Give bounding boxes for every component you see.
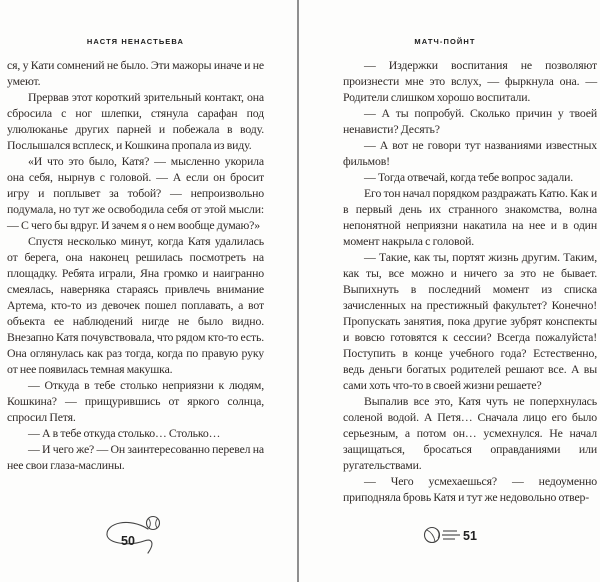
left-running-header: НАСТЯ НЕНАСТЬЕВА: [86, 37, 185, 46]
paragraph: ся, у Кати сомнений не было. Эти мажоры иначе и не умеют.: [7, 58, 264, 88]
spine-divider: [297, 0, 299, 582]
right-page-text: [343, 57, 597, 505]
paragraph: — А вот не говори тут названиями известных фильмов!: [343, 138, 597, 168]
right-running-header: МАТЧ-ПОЙНТ: [414, 37, 476, 46]
paragraph: — Откуда в тебе столько неприязни к людям, Кошкина? — прищурившись от яркого солнца, спросил Петя.: [7, 378, 264, 424]
right-page: [300, 0, 600, 582]
paragraph: — И чего же? — Он заинтересованно перевел на нее свои глаза-маслины.: [7, 442, 264, 472]
left-page: [0, 0, 298, 582]
left-page-number-ornament: [103, 514, 167, 560]
tennis-ball-speed-lines-icon: [422, 521, 484, 549]
right-page-number-ornament: [422, 521, 484, 549]
paragraph: — А ты попробуй. Сколько причин у твоей ненависти? Десять?: [343, 106, 597, 136]
paragraph: — Такие, как ты, портят жизнь другим. Таким, как ты, все можно и ничего за это не бывает. Выпихнуть в последний момент из списка зачисленных на престижный факультет? Конечно! Пропускать занятия, пока другие зубрят конспекты и вовсю готовятся к сессии? Всегда пожалуйста! Поступить в конце учебного года? Естественно, ведь деньги богатых родителей решают все. А вы сами хоть что-то в своей жизни решаете?: [343, 250, 597, 392]
tennis-ball-swoosh-icon: [103, 514, 167, 560]
paragraph: — Тогда отвечай, когда тебе вопрос задали.: [364, 170, 574, 184]
paragraph: Спустя несколько минут, когда Катя удалилась от берега, она наконец решилась посмотреть на площадку. Ребята играли, Яна громко и наигранно смеялась, наверняка стараясь привлечь внимание Артема, кто-то из девочек пошел поплавать, а вот объекта ее наблюдений нигде не было видно. Внезапно Катя почувствовала, что рядом кто-то есть. Она оглянулась как раз тогда, когда по правую руку от нее появилась темная макушка.: [7, 234, 264, 376]
paragraph: Его тон начал порядком раздражать Катю. Как и в первый день их странного знакомства, волна непонятной неприязни накатила на нее и в один момент накрыла с головой.: [343, 186, 597, 248]
left-page-text: [7, 57, 264, 473]
paragraph: — Издержки воспитания не позволяют произнести мне это вслух, — фыркнула она. — Родители слишком хорошо воспитали.: [343, 58, 597, 104]
left-page-number: 50: [121, 534, 135, 548]
paragraph: Выпалив все это, Катя чуть не поперхнулась соленой водой. А Петя… Сначала лицо его было серьезным, а потом он… усмехнулся. Не начал защищаться, бросаться оправданиями или ругательствами.: [343, 394, 597, 472]
right-page-number: 51: [463, 529, 477, 543]
paragraph: — А в тебе откуда столько… Столько…: [28, 426, 221, 440]
paragraph: Прервав этот короткий зрительный контакт, она сбросила с ног шлепки, стянула сарафан под улюлюканье других парней и побежала в воду. Послышался всплеск, и Кошкина пропала из виду.: [7, 90, 264, 152]
paragraph: — Чего усмехаешься? — недоуменно приподняла бровь Катя и тут же недовольно отвер-: [343, 474, 597, 504]
paragraph: «И что это было, Катя? — мысленно укорила она себя, нырнув с головой. — А если он бросит игру и поплывет за тобой? — непроизвольно подумала, но тут же освободила себя от этой мысли: — С чего бы вдруг. И зачем я о нем вообще думаю?»: [7, 154, 264, 232]
